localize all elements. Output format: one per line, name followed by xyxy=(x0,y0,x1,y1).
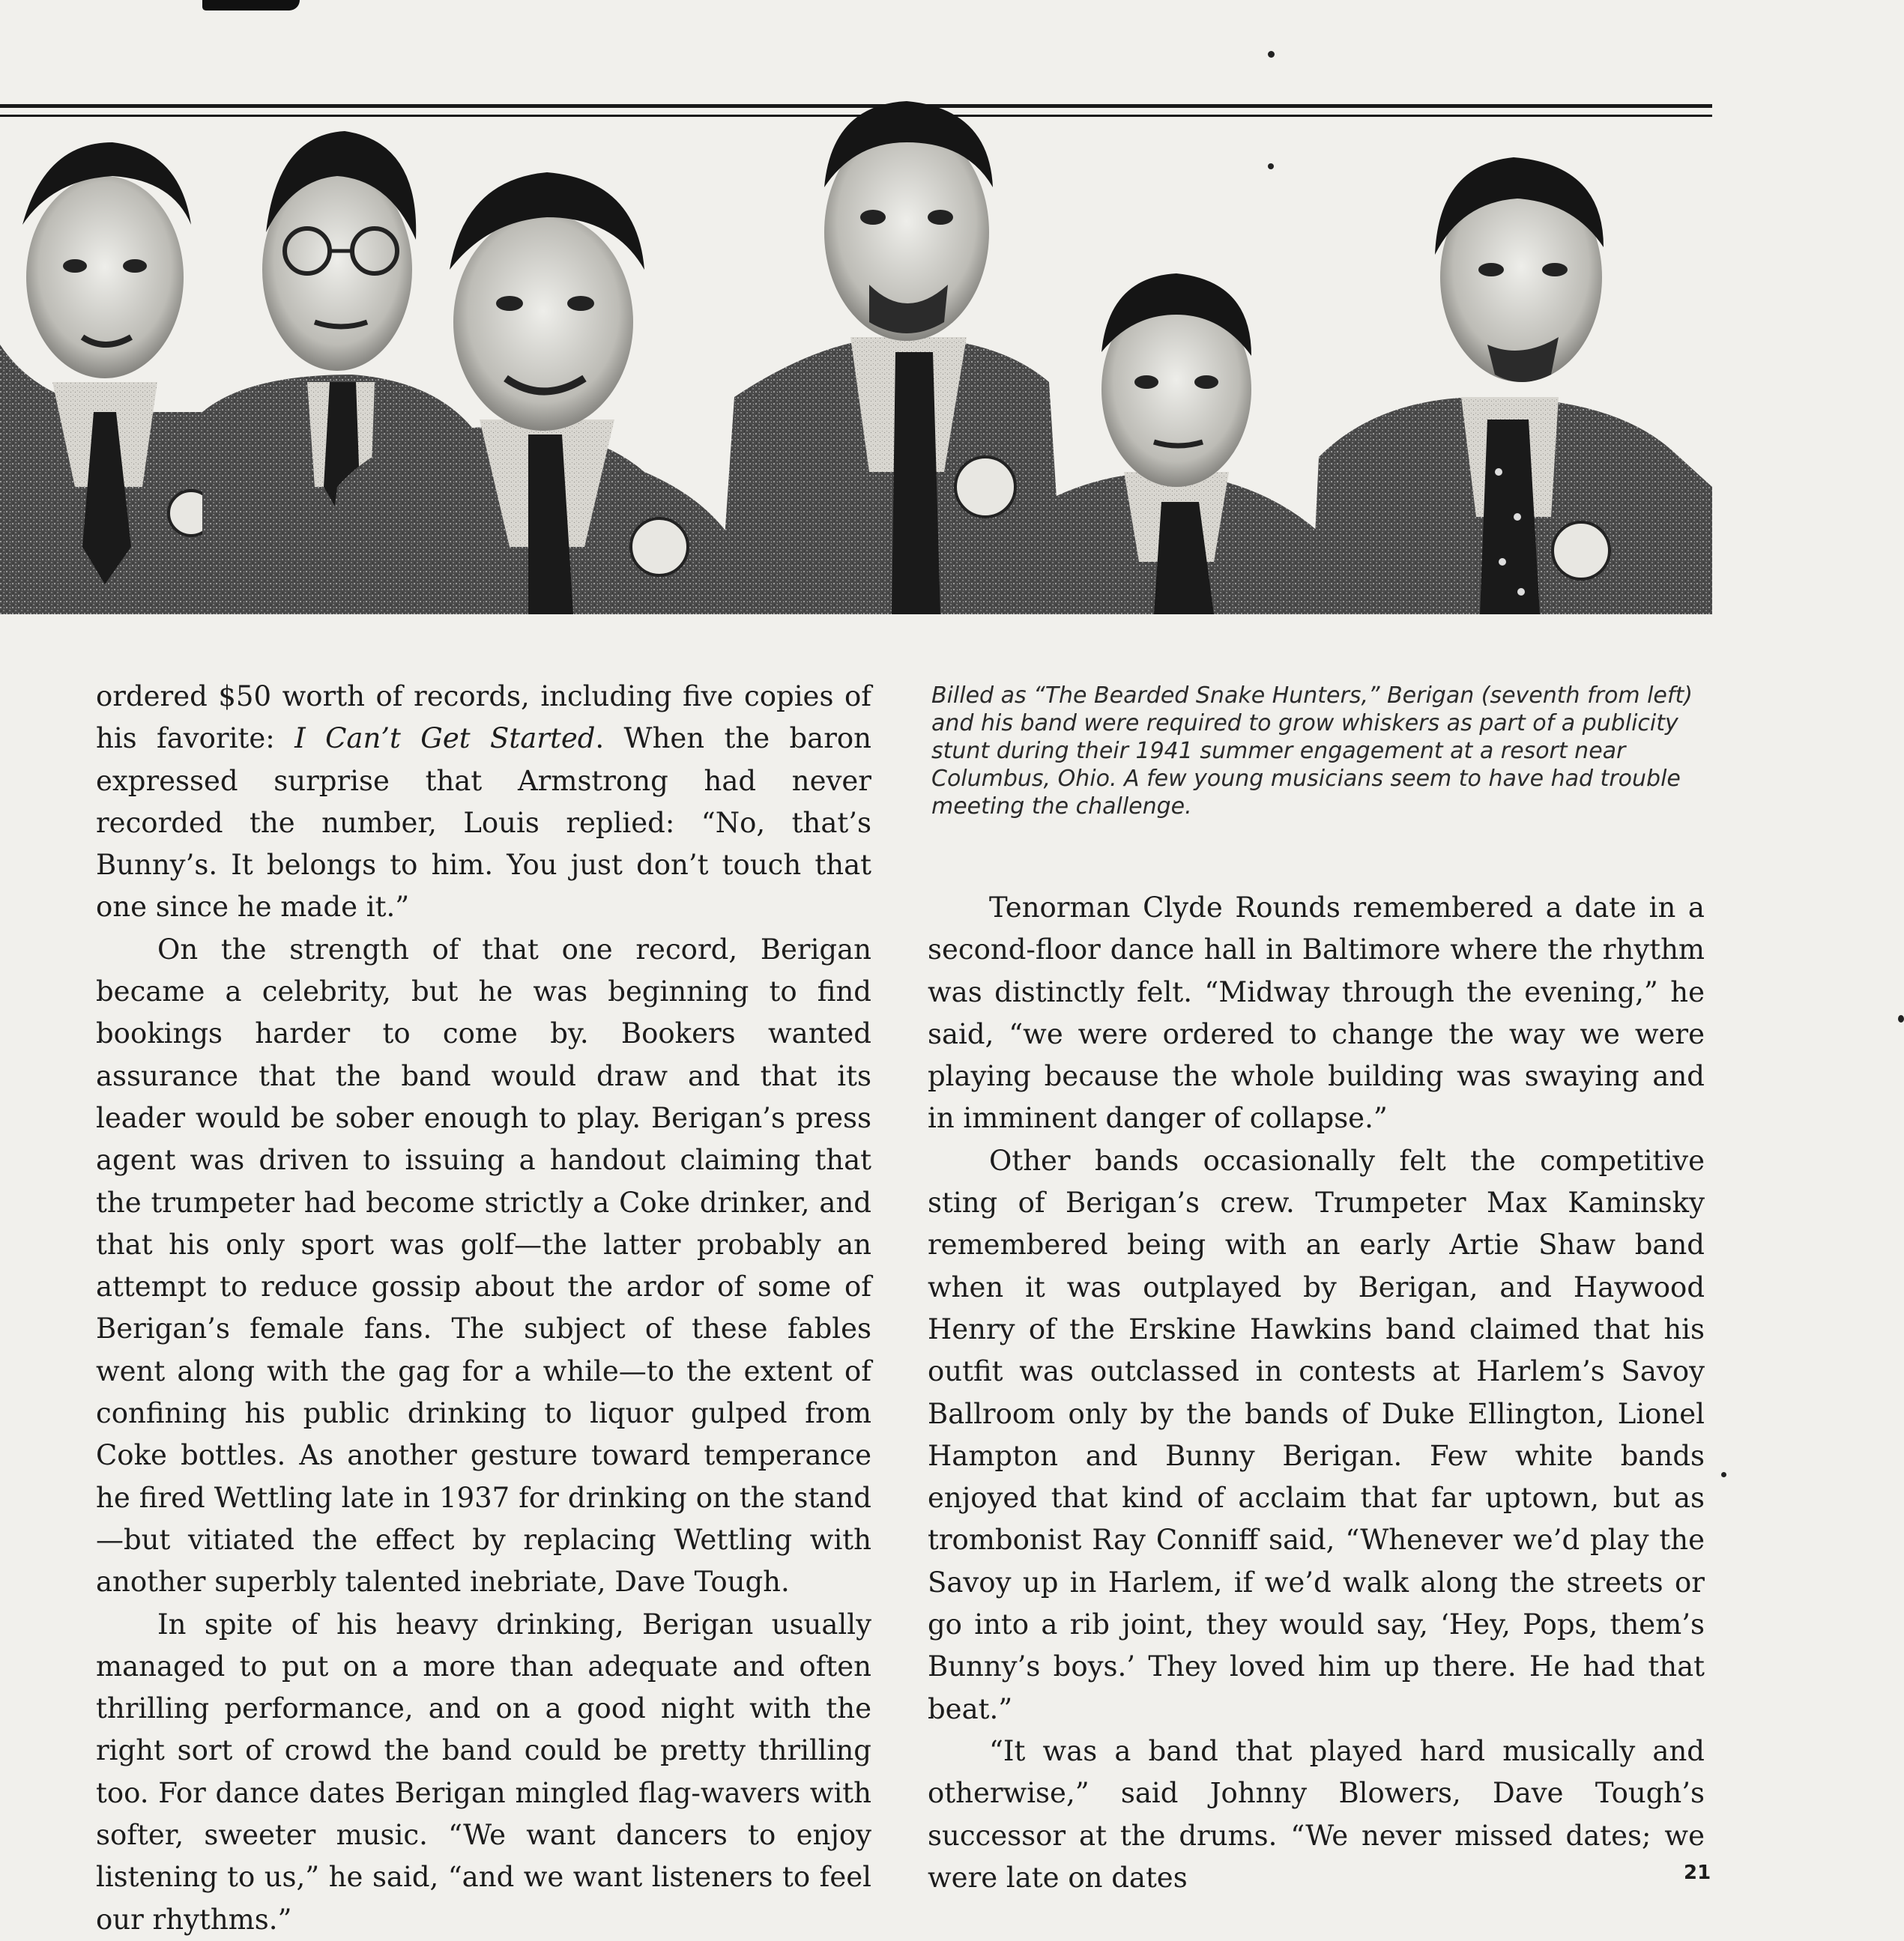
paragraph-text: . When the baron expressed surprise that Armstrong had never recorded the number, Louis replied: “No, that’s Bunny’s. It belongs to him. You just don’t touch that one since he made it.” xyxy=(96,722,872,924)
paragraph: In spite of his heavy drinking, Berigan usually managed to put on a more than adequate and often thrilling performance, and on a good night with the right sort of crowd the band could be pretty thrilling too. For dance dates Berigan mingled flag-wavers with softer, sweeter music. “We want dancers to enjoy listening to us,” he said, “and we want listeners to feel our rhythms.” xyxy=(96,1608,871,1936)
text-column-right xyxy=(928,887,1705,1899)
page-number: 21 xyxy=(1684,1862,1711,1884)
song-title: I Can’t Get Started xyxy=(294,722,596,755)
ink-speck xyxy=(1268,51,1275,58)
band-photo xyxy=(0,97,1712,614)
paragraph: Tenorman Clyde Rounds remembered a date in a second-floor dance hall in Baltimore where the rhythm was distinctly felt. “Midway through the evening,” he said, “we were ordered to change the way we were playing because the whole building was swaying and in imminent danger of collapse.” xyxy=(928,891,1705,1135)
ink-speck xyxy=(1898,1015,1904,1023)
text-column-left xyxy=(96,676,871,1941)
paragraph: “It was a band that played hard musically and otherwise,” said Johnny Blowers, Dave Tough’s successor at the drums. “We never missed dates; we were late on dates xyxy=(928,1734,1705,1894)
ink-speck xyxy=(1721,1472,1726,1477)
paragraph: On the strength of that one record, Berigan became a celebrity, but he was beginning to find bookings harder to come by. Bookers wanted assurance that the band would draw and that its leader would be sober enough to play. Berigan’s press agent was driven to issuing a handout claiming that the trumpeter had become strictly a Coke drinker, and that his only sport was golf—the latter probably an attempt to reduce gossip about the ardor of some of Berigan’s female fans. The subject of these fables went along with the gag for a while—to the extent of confining his public drinking to liquor gulped from Coke bottles. As another gesture toward temperance he fired Wettling late in 1937 for drinking on the stand—but vitiated the effect by replacing Wettling with another superbly talented inebriate, Dave Tough. xyxy=(96,933,871,1599)
paragraph-text: ordered $50 worth of records, including five copies of his favorite: xyxy=(96,680,871,755)
photo-caption: Billed as “The Bearded Snake Hunters,” Berigan (seventh from left) and his band were required to grow whiskers as part of a publicity stunt during their 1941 summer engagement at a resort near Columbus, Ohio. A few young musicians seem to have had trouble meeting the challenge. xyxy=(931,682,1693,820)
ink-speck xyxy=(1268,163,1274,169)
paragraph: Other bands occasionally felt the competitive sting of Berigan’s crew. Trumpeter Max Kaminsky remembered being with an early Artie Shaw band when it was outplayed by Berigan, and Haywood Henry of the Erskine Hawkins band claimed that his outfit was outclassed in contests at Harlem’s Savoy Ballroom only by the bands of Duke Ellington, Lionel Hampton and Bunny Berigan. Few white bands enjoyed that kind of acclaim that far uptown, but as trombonist Ray Conniff said, “Whenever we’d play the Savoy up in Harlem, if we’d walk along the streets or go into a rib joint, they would say, ‘Hey, Pops, them’s Bunny’s boys.’ They loved him up there. He had that beat.” xyxy=(928,1144,1705,1725)
paragraph xyxy=(96,676,871,929)
ink-mark xyxy=(202,0,300,10)
